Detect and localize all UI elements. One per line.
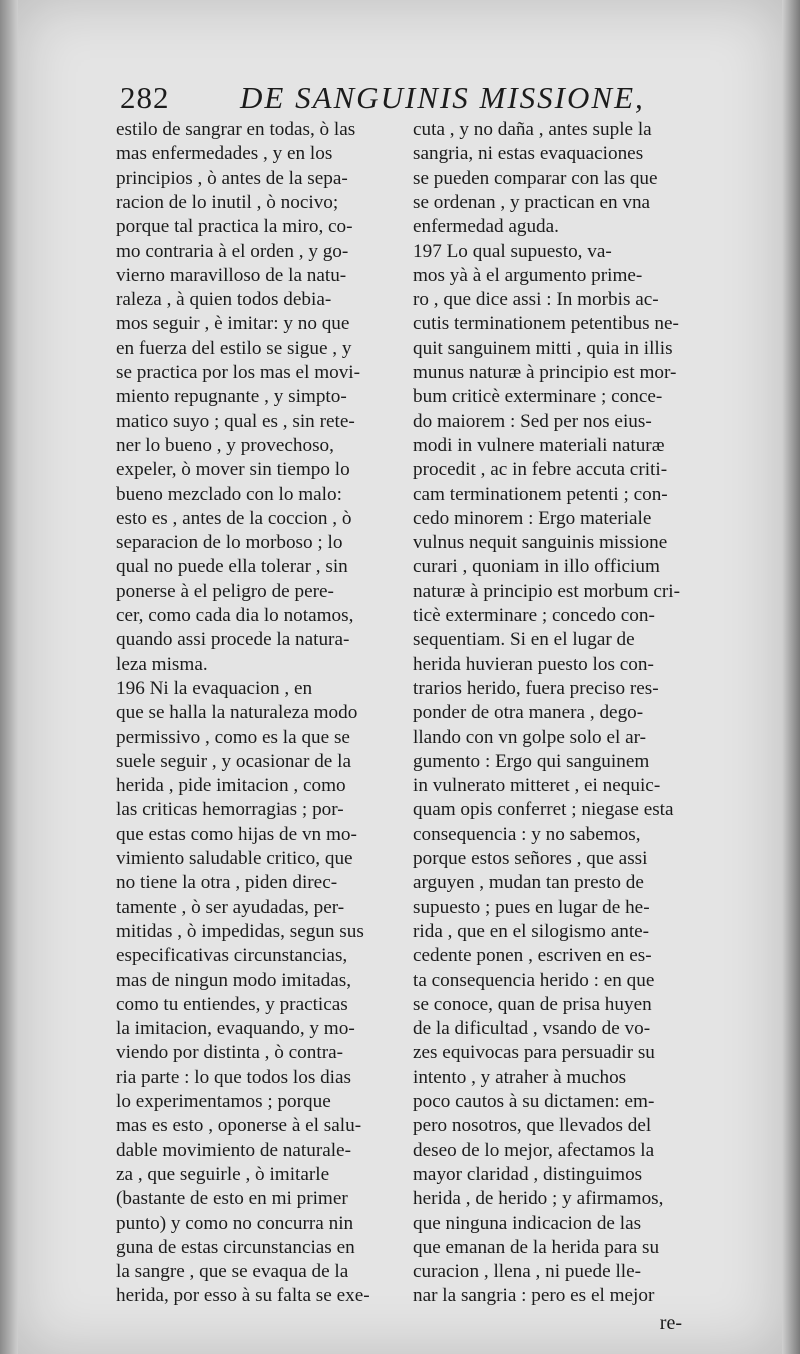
text-line: se practica por los mas el movi-: [116, 362, 361, 383]
text-line: mos seguir , è imitar: y no que: [116, 313, 350, 335]
text-column-left: [116, 118, 392, 1318]
text-line: matico suyo ; qual es , sin rete-: [116, 410, 355, 432]
page-number: 282: [120, 80, 170, 115]
text-line: gumento : Ergo qui sanguinem: [413, 750, 650, 772]
text-line: curacion , llena , ni puede lle-: [413, 1261, 642, 1283]
text-line: dable movimiento de naturale-: [116, 1139, 351, 1161]
text-line: mos yà à el argumento prime-: [413, 264, 643, 286]
text-line: modi in vulnere materiali naturæ: [413, 434, 665, 456]
text-line: poco cautos à su dictamen: em-: [413, 1091, 655, 1112]
text-line: pero nosotros, que llevados del: [413, 1115, 652, 1137]
text-line: que se halla la naturaleza modo: [116, 702, 358, 724]
text-line: viendo por distinta , ò contra-: [116, 1042, 343, 1064]
text-line: arguyen , mudan tan presto de: [413, 872, 644, 894]
text-line: ta consequencia herido : en que: [413, 969, 655, 991]
text-line: tamente , ò ser ayudadas, per-: [116, 896, 345, 918]
text-line: (bastante de esto en mi primer: [116, 1188, 348, 1210]
text-line: que ninguna indicacion de las: [413, 1212, 642, 1234]
text-line: munus naturæ à principio est mor-: [413, 362, 677, 383]
text-line: bueno mezclado con lo malo:: [116, 483, 342, 505]
text-line: sequentiam. Si en el lugar de: [413, 629, 635, 651]
text-line: cam terminationem petenti ; con-: [413, 483, 668, 505]
text-line: quam opis conferret ; niegase esta: [413, 799, 674, 821]
text-line: mayor claridad , distinguimos: [413, 1163, 643, 1185]
text-line: de la dificultad , vsando de vo-: [413, 1018, 651, 1040]
text-line: vierno maravilloso de la natu-: [116, 264, 347, 286]
text-line: que emanan de la herida para su: [413, 1236, 660, 1258]
text-line: la sangre , que se evaqua de la: [116, 1261, 349, 1283]
text-line: bum criticè exterminare ; conce-: [413, 386, 663, 408]
text-line: quando assi procede la natura-: [116, 629, 350, 651]
text-line: mas es esto , oponerse à el salu-: [116, 1115, 362, 1137]
text-line: en fuerza del estilo se sigue , y: [116, 337, 352, 359]
text-line: quit sanguinem mitti , quia in illis: [413, 337, 673, 359]
text-line: herida, por esso à su falta se exe-: [116, 1285, 370, 1307]
text-line: curari , quoniam in illo officium: [413, 556, 660, 578]
text-line: ro , que dice assi : In morbis ac-: [413, 289, 659, 311]
text-line: como tu entiendes, y practicas: [116, 993, 348, 1015]
text-line: ponerse à el peligro de pere-: [116, 580, 334, 602]
text-line: supuesto ; pues en lugar de he-: [413, 896, 650, 918]
text-line: vulnus nequit sanguinis missione: [413, 532, 668, 554]
text-line: trarios herido, fuera preciso res-: [413, 677, 659, 699]
text-line: rida , que en el silogismo ante-: [413, 920, 650, 942]
text-line: separacion de lo morboso ; lo: [116, 532, 343, 554]
text-line: se ordenan , y practican en vna: [413, 191, 651, 213]
text-line: procedit , ac in febre accuta criti-: [413, 459, 668, 481]
text-line: la imitacion, evaquando, y mo-: [116, 1018, 355, 1040]
text-line: herida , pide imitacion , como: [116, 775, 346, 797]
text-line: cer, como cada dia lo notamos,: [116, 605, 354, 626]
text-line: deseo de lo mejor, afectamos la: [413, 1139, 655, 1161]
text-line: intento , y atraher à muchos: [413, 1066, 627, 1088]
text-line: vimiento saludable critico, que: [116, 848, 353, 869]
text-line: permissivo , como es la que se: [116, 726, 350, 748]
text-line: las criticas hemorragias ; por-: [116, 799, 344, 821]
text-line: sangria, ni estas evaquaciones: [413, 143, 644, 165]
text-line: mitidas , ò impedidas, segun sus: [116, 920, 364, 942]
text-column-right: [413, 118, 693, 1318]
text-line: llando con vn golpe solo el ar-: [413, 726, 647, 748]
text-line: mas de ningun modo imitadas,: [116, 969, 352, 991]
text-line: in vulnerato mitteret , ei nequic-: [413, 775, 661, 797]
text-line: naturæ à principio est morbum cri-: [413, 580, 680, 602]
text-line: ner lo bueno , y provechoso,: [116, 434, 334, 456]
text-line: esto es , antes de la coccion , ò: [116, 507, 352, 529]
text-line: ponder de otra manera , dego-: [413, 702, 644, 724]
text-line: porque estos señores , que assi: [413, 848, 648, 869]
text-line: leza misma.: [116, 653, 208, 675]
text-line: especificativas circunstancias,: [116, 945, 348, 967]
text-line: consequencia : y no sabemos,: [413, 823, 641, 845]
text-line: no tiene la otra , piden direc-: [116, 872, 338, 894]
text-line: cedo minorem : Ergo materiale: [413, 507, 652, 529]
text-line: racion de lo inutil , ò nocivo;: [116, 191, 339, 213]
text-line: miento repugnante , y simpto-: [116, 386, 347, 408]
text-line: qual no puede ella tolerar , sin: [116, 556, 348, 578]
text-line: raleza , à quien todos debia-: [116, 289, 332, 311]
text-line: que estas como hijas de vn mo-: [116, 823, 357, 845]
text-line: herida , de herido ; y afirmamos,: [413, 1188, 664, 1210]
text-line: zes equivocas para persuadir su: [413, 1042, 655, 1064]
text-line: guna de estas circunstancias en: [116, 1236, 355, 1258]
text-line: herida huvieran puesto los con-: [413, 653, 654, 675]
catchword: re-: [659, 1312, 682, 1334]
text-line: expeler, ò mover sin tiempo lo: [116, 459, 350, 481]
text-line: mo contraria à el orden , y go-: [116, 240, 349, 262]
text-line: 197 Lo qual supuesto, va-: [413, 240, 612, 262]
text-line: do maiorem : Sed per nos eius-: [413, 410, 652, 432]
text-line: estilo de sangrar en todas, ò las: [116, 119, 356, 140]
text-line: enfermedad aguda.: [413, 216, 559, 238]
text-line: principios , ò antes de la sepa-: [116, 167, 348, 189]
text-line: punto) y como no concurra nin: [116, 1212, 354, 1234]
text-line: nar la sangria : pero es el mejor: [413, 1285, 655, 1307]
text-line: se conoce, quan de prisa huyen: [413, 993, 652, 1015]
text-line: mas enfermedades , y en los: [116, 143, 333, 165]
text-line: cedente ponen , escriven en es-: [413, 945, 652, 967]
text-line: za , que seguirle , ò imitarle: [116, 1163, 330, 1185]
running-title: DE SANGUINIS MISSIONE,: [240, 80, 645, 115]
text-line: lo experimentamos ; porque: [116, 1091, 331, 1112]
text-line: cutis terminationem petentibus ne-: [413, 313, 679, 335]
text-line: porque tal practica la miro, co-: [116, 216, 353, 238]
text-line: suele seguir , y ocasionar de la: [116, 750, 351, 772]
text-line: ria parte : lo que todos los dias: [116, 1066, 352, 1088]
text-line: 196 Ni la evaquacion , en: [116, 677, 313, 699]
page-edge: [782, 0, 800, 1354]
binding-shadow: [0, 0, 18, 1354]
text-line: ticè exterminare ; concedo con-: [413, 605, 655, 626]
text-line: se pueden comparar con las que: [413, 167, 658, 189]
text-line: cuta , y no daña , antes suple la: [413, 119, 652, 140]
